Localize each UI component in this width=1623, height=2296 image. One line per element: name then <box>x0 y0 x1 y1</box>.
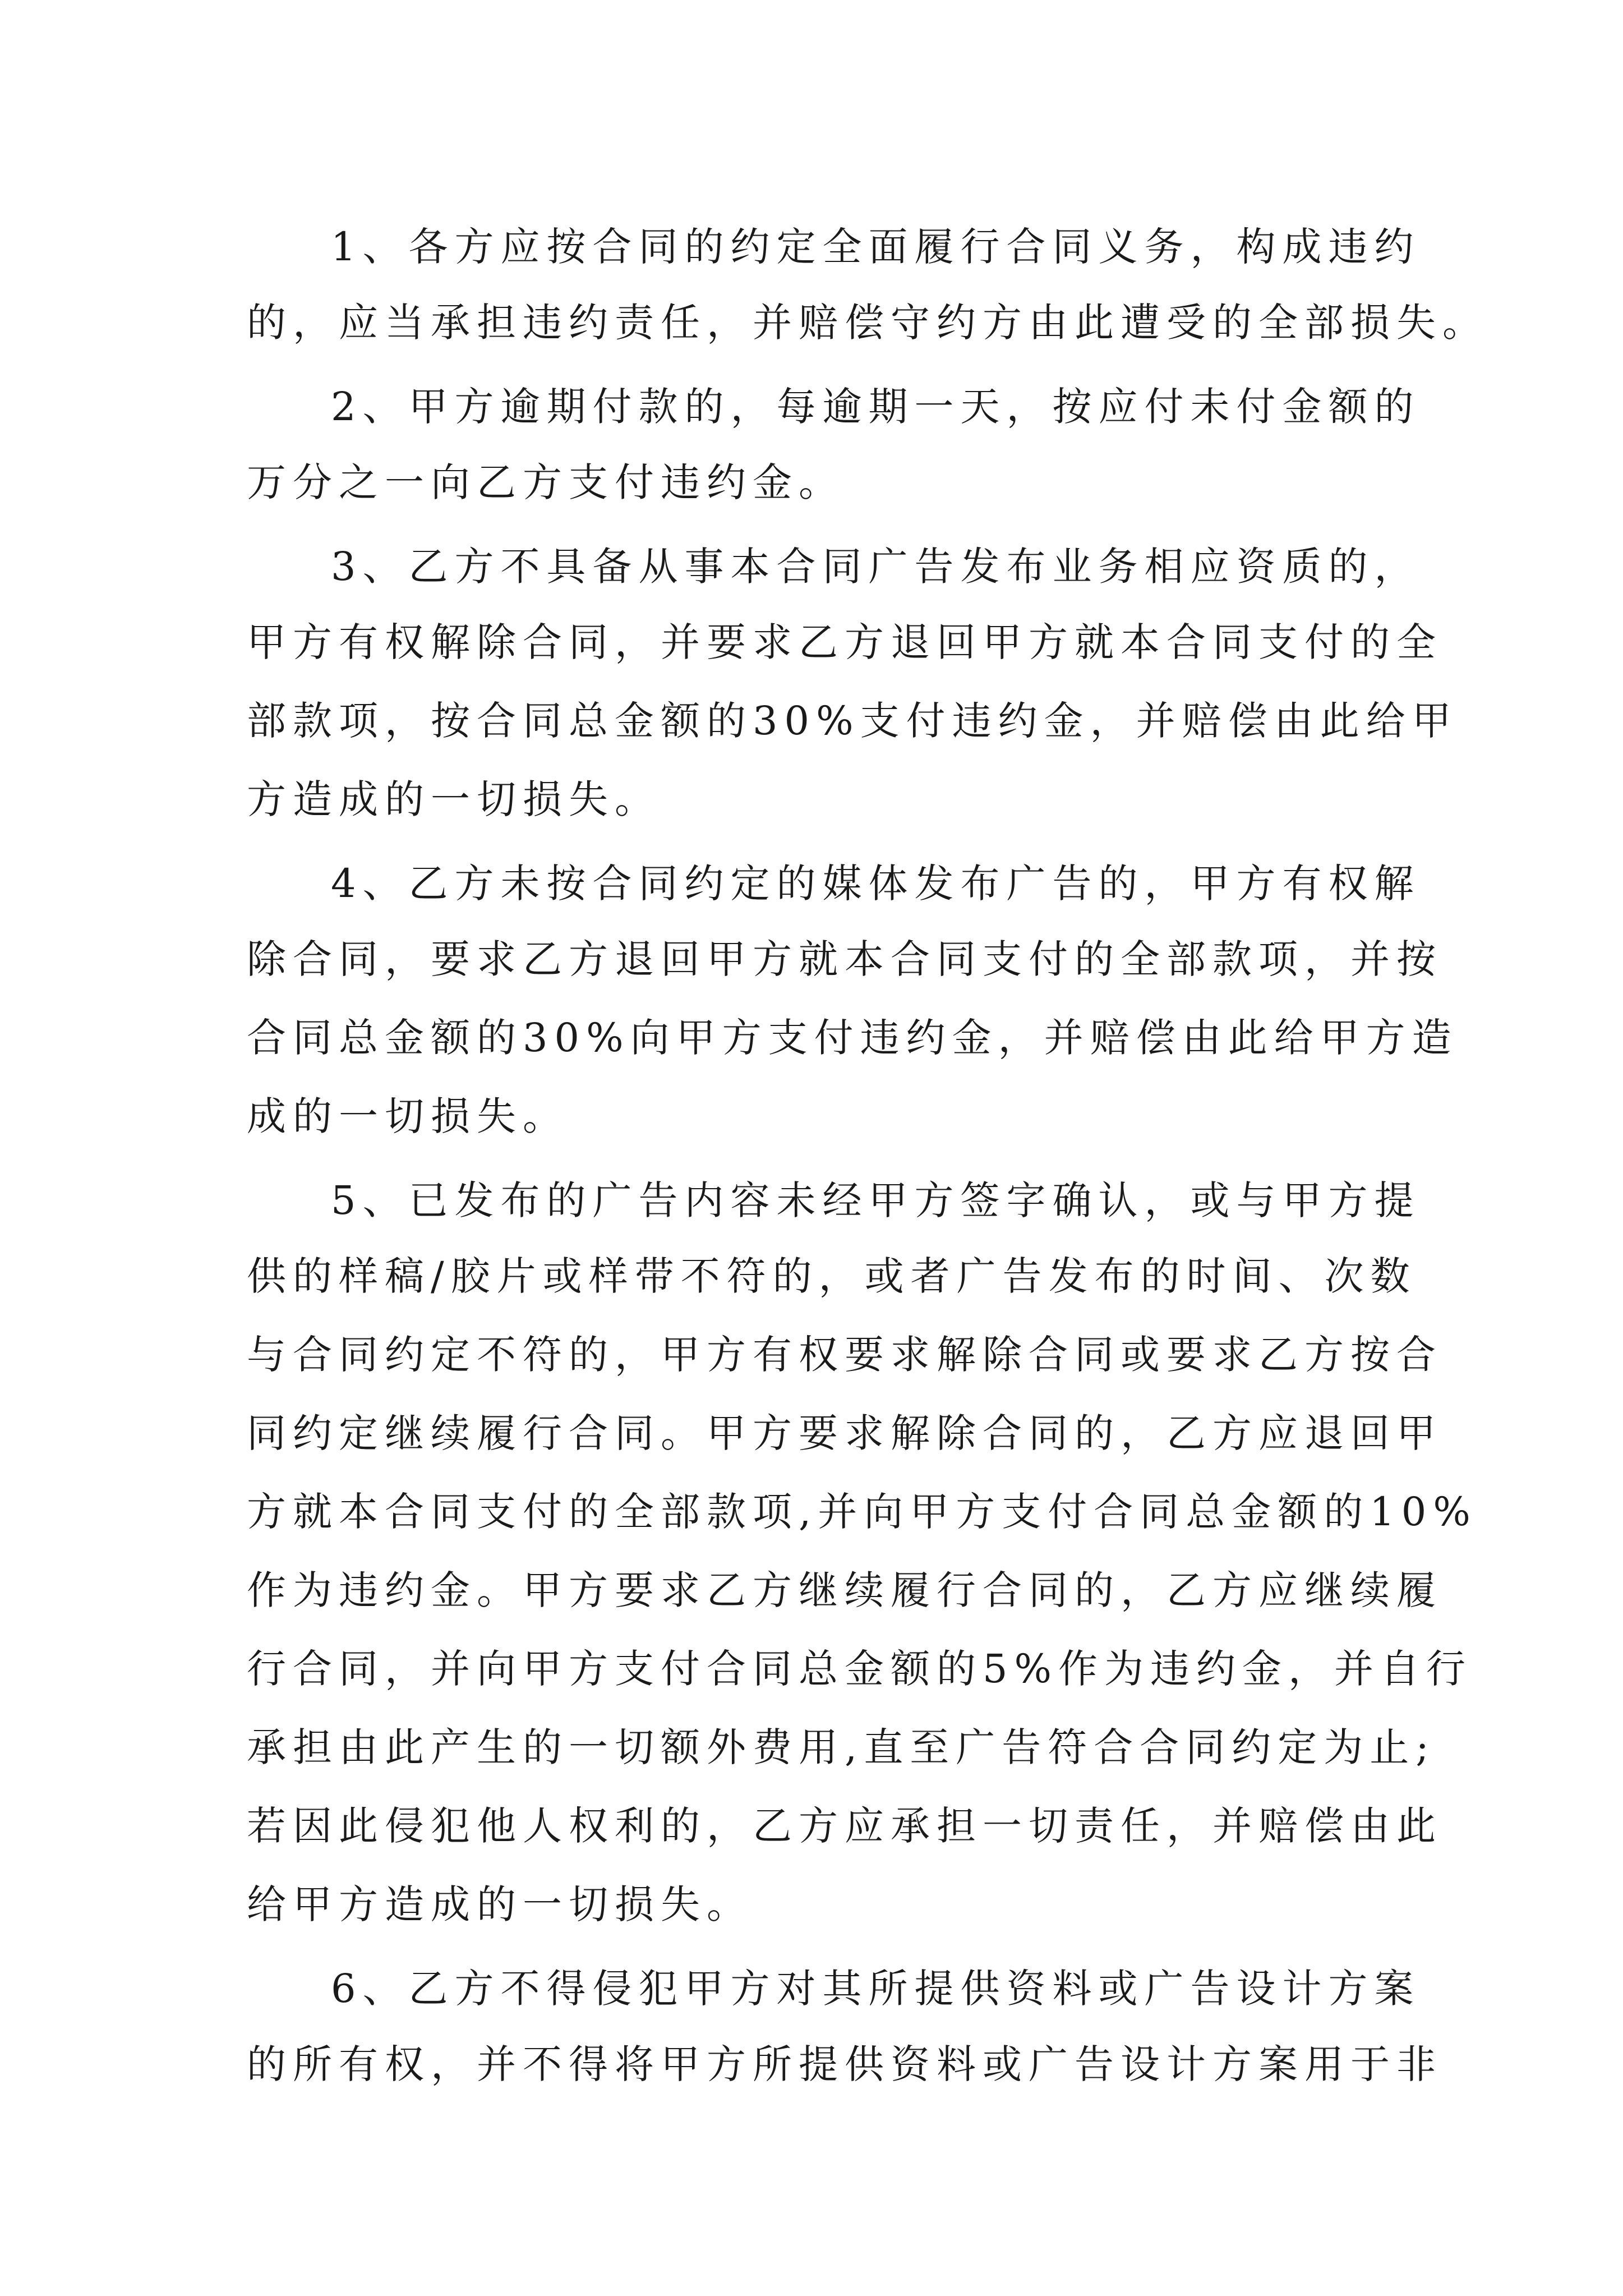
clause-1-line-2: 的，应当承担违约责任，并赔偿守约方由此遭受的全部损失。 <box>247 300 1488 346</box>
clause-3-line-2: 甲方有权解除合同，并要求乙方退回甲方就本合同支付的全 <box>247 619 1442 665</box>
clause-4-line-4: 成的一切损失。 <box>247 1093 569 1139</box>
clause-4-line-2: 除合同，要求乙方退回甲方就本合同支付的全部款项，并按 <box>247 936 1442 982</box>
clause-5-line-3: 与合同约定不符的，甲方有权要求解除合同或要求乙方按合 <box>247 1332 1442 1378</box>
clause-5-line-9: 若因此侵犯他人权利的，乙方应承担一切责任，并赔偿由此 <box>247 1803 1442 1849</box>
clause-6-line-2: 的所有权，并不得将甲方所提供资料或广告设计方案用于非 <box>247 2041 1442 2087</box>
clause-5-line-7: 行合同，并向甲方支付合同总金额的5%作为违约金，并自行 <box>247 1646 1473 1692</box>
clause-4-line-1: 4、乙方未按合同约定的媒体发布广告的，甲方有权解 <box>331 861 1421 907</box>
clause-1-line-1: 1、各方应按合同的约定全面履行合同义务，构成违约 <box>331 224 1421 270</box>
clause-5-line-5: 方就本合同支付的全部款项,并向甲方支付合同总金额的10% <box>247 1489 1477 1535</box>
clause-5-line-4: 同约定继续履行合同。甲方要求解除合同的，乙方应退回甲 <box>247 1410 1442 1456</box>
clause-5-line-1: 5、已发布的广告内容未经甲方签字确认，或与甲方提 <box>331 1177 1421 1223</box>
clause-5-line-2: 供的样稿/胶片或样带不符的，或者广告发布的时间、次数 <box>247 1253 1417 1299</box>
clause-2-line-2: 万分之一向乙方支付违约金。 <box>247 459 845 505</box>
clause-5-line-10: 给甲方造成的一切损失。 <box>247 1881 753 1927</box>
clause-5-line-6: 作为违约金。甲方要求乙方继续履行合同的，乙方应继续履 <box>247 1567 1442 1613</box>
clause-3-line-1: 3、乙方不具备从事本合同广告发布业务相应资质的， <box>331 544 1421 590</box>
clause-2-line-1: 2、甲方逾期付款的，每逾期一天，按应付未付金额的 <box>331 384 1421 430</box>
clause-5-line-8: 承担由此产生的一切额外费用,直至广告符合合同约定为止; <box>247 1724 1436 1770</box>
clause-3-line-4: 方造成的一切损失。 <box>247 776 661 822</box>
clause-6-line-1: 6、乙方不得侵犯甲方对其所提供资料或广告设计方案 <box>331 1966 1421 2012</box>
clause-3-line-3: 部款项，按合同总金额的30%支付违约金，并赔偿由此给甲 <box>247 698 1458 744</box>
clause-4-line-3: 合同总金额的30%向甲方支付违约金，并赔偿由此给甲方造 <box>247 1015 1458 1061</box>
